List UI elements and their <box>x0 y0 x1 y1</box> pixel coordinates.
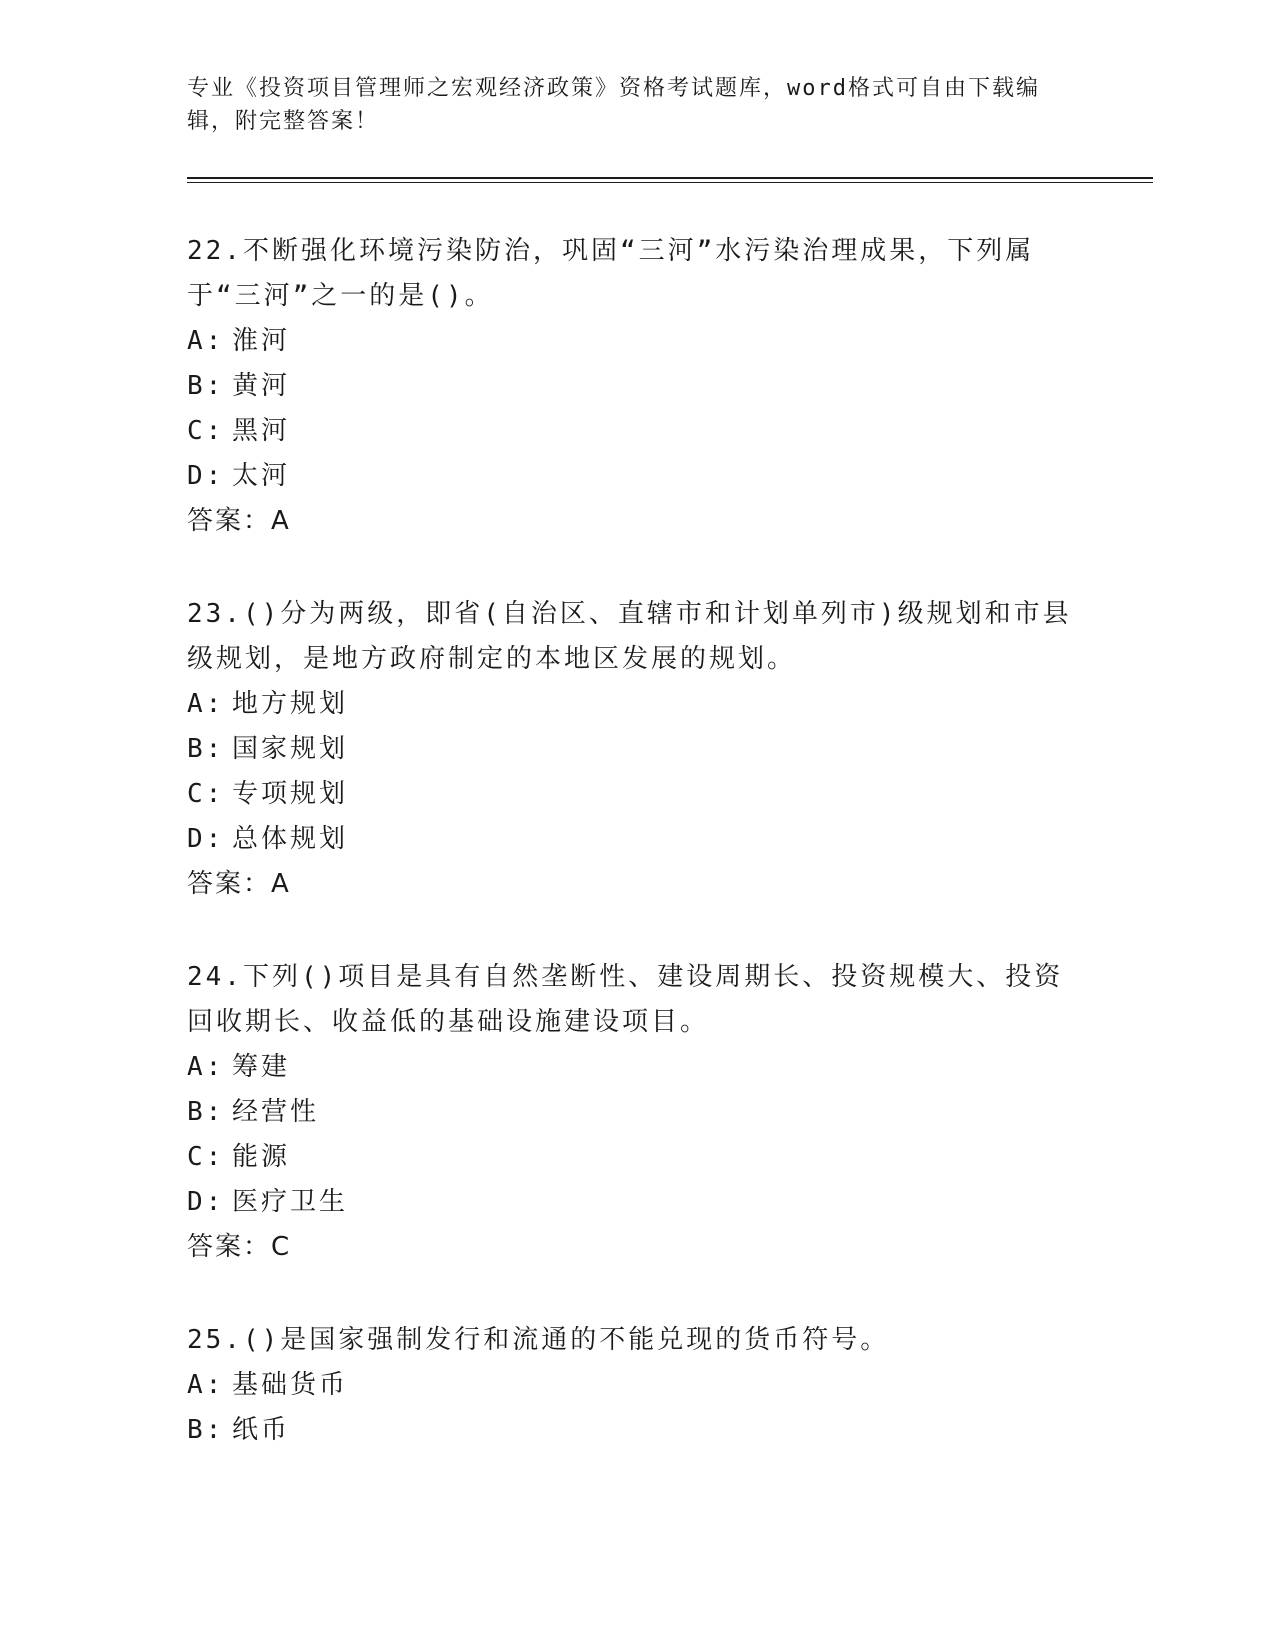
option-text: 太河 <box>232 461 291 491</box>
question-22 <box>187 229 1087 544</box>
option-text: 经营性 <box>232 1097 320 1127</box>
option-text: 筹建 <box>232 1052 291 1082</box>
option-letter: B: <box>187 1097 225 1127</box>
answer-line: 答案：A <box>187 506 291 536</box>
option-letter: A: <box>187 1370 225 1400</box>
answer-line: 答案：A <box>187 869 291 899</box>
question-24 <box>187 955 1087 1270</box>
option-text: 淮河 <box>232 326 291 356</box>
question-stem: 23.()分为两级，即省(自治区、直辖市和计划单列市)级规划和市县级规划，是地方政府制定的本地区发展的规划。 <box>187 599 1072 674</box>
document-header: 专业《投资项目管理师之宏观经济政策》资格考试题库，word格式可自由下载编辑，附完整答案！ <box>187 76 1040 134</box>
option-b <box>187 1408 1087 1453</box>
option-text: 国家规划 <box>232 734 349 764</box>
option-letter: A: <box>187 689 225 719</box>
answer-line: 答案：C <box>187 1232 292 1262</box>
option-text: 地方规划 <box>232 689 349 719</box>
option-letter: A: <box>187 1052 225 1082</box>
header-divider <box>187 177 1153 179</box>
option-letter: B: <box>187 371 225 401</box>
option-d <box>187 1180 1087 1225</box>
option-b <box>187 364 1087 409</box>
option-text: 总体规划 <box>232 824 349 854</box>
option-letter: C: <box>187 416 225 446</box>
question-stem: 25.()是国家强制发行和流通的不能兑现的货币符号。 <box>187 1325 890 1355</box>
option-d <box>187 454 1087 499</box>
option-text: 黄河 <box>232 371 291 401</box>
option-a <box>187 319 1087 364</box>
option-letter: D: <box>187 824 225 854</box>
option-text: 基础货币 <box>232 1370 349 1400</box>
option-c <box>187 409 1087 454</box>
option-letter: A: <box>187 326 225 356</box>
option-b <box>187 727 1087 772</box>
header-divider-thin <box>187 182 1153 183</box>
option-letter: B: <box>187 734 225 764</box>
option-a <box>187 682 1087 727</box>
option-c <box>187 1135 1087 1180</box>
option-a <box>187 1045 1087 1090</box>
option-text: 专项规划 <box>232 779 349 809</box>
option-text: 黑河 <box>232 416 291 446</box>
question-stem: 22.不断强化环境污染防治，巩固“三河”水污染治理成果，下列属于“三河”之一的是()。 <box>187 236 1035 311</box>
option-b <box>187 1090 1087 1135</box>
option-text: 纸币 <box>232 1415 291 1445</box>
option-letter: C: <box>187 779 225 809</box>
question-stem: 24.下列()项目是具有自然垄断性、建设周期长、投资规模大、投资回收期长、收益低的基础设施建设项目。 <box>187 962 1064 1037</box>
option-letter: D: <box>187 461 225 491</box>
option-c <box>187 772 1087 817</box>
option-d <box>187 817 1087 862</box>
question-23 <box>187 592 1087 907</box>
option-letter: C: <box>187 1142 225 1172</box>
question-25 <box>187 1318 1087 1453</box>
option-a <box>187 1363 1087 1408</box>
option-letter: D: <box>187 1187 225 1217</box>
option-text: 医疗卫生 <box>232 1187 349 1217</box>
option-text: 能源 <box>232 1142 291 1172</box>
option-letter: B: <box>187 1415 225 1445</box>
question-list <box>187 229 1087 1501</box>
